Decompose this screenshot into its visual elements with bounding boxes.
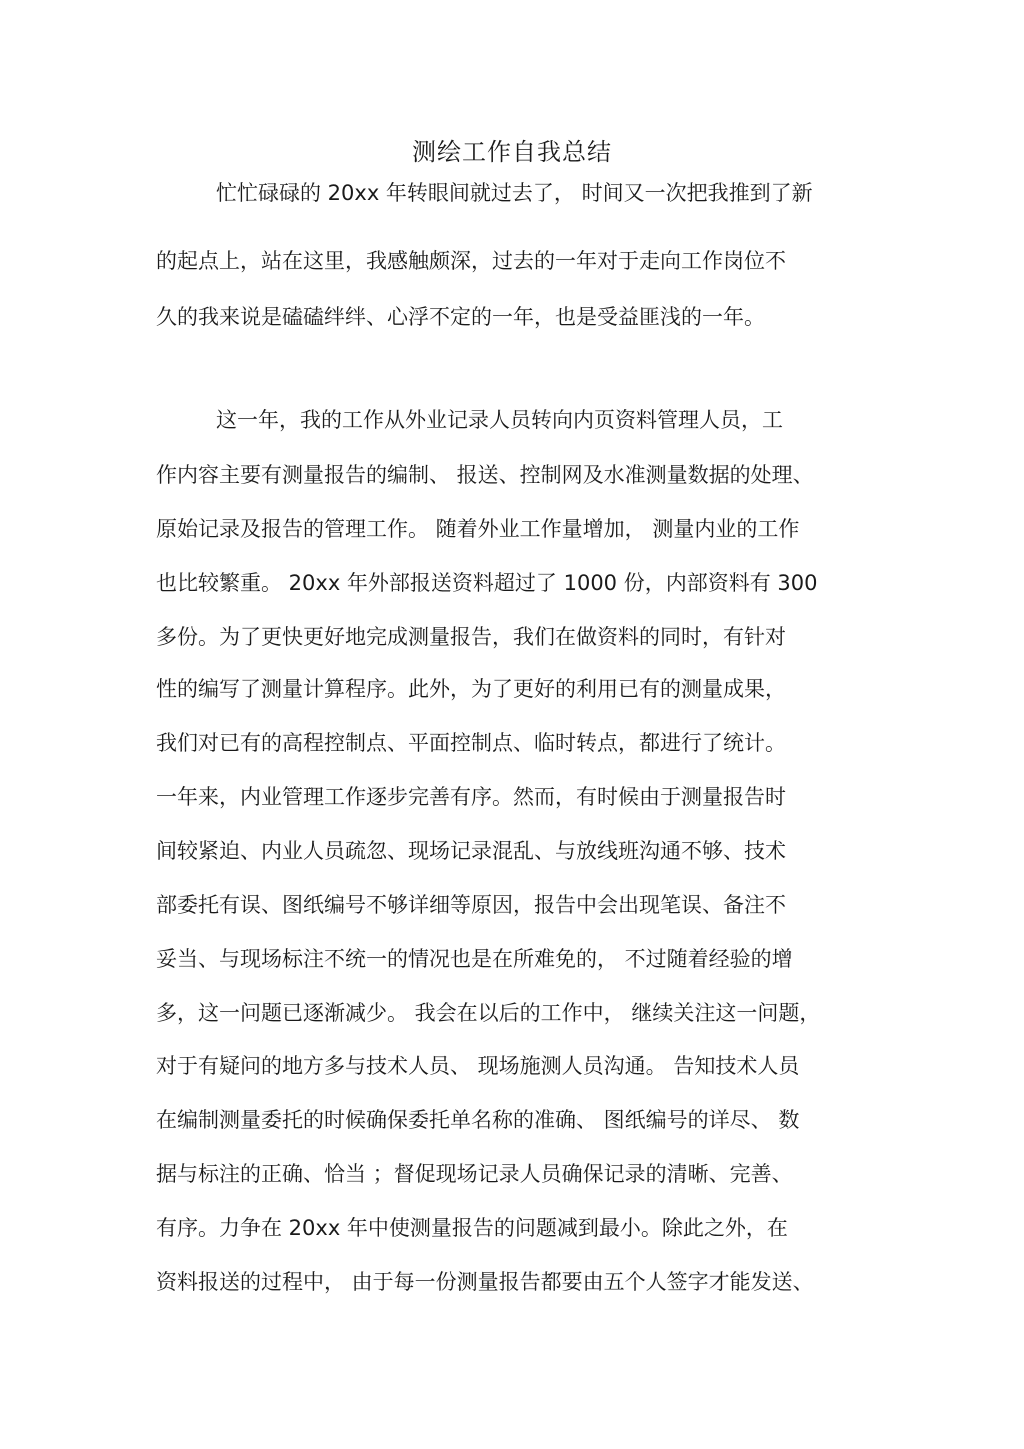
paragraph-2-line-3: 原始记录及报告的管理工作。 随着外业工作量增加， 测量内业的工作 bbox=[156, 517, 800, 541]
paragraph-2-line-6: 性的编写了测量计算程序。此外，为了更好的利用已有的测量成果， bbox=[156, 677, 786, 701]
paragraph-2-line-11: 妥当、与现场标注不统一的情况也是在所难免的， 不过随着经验的增 bbox=[156, 947, 793, 971]
paragraph-2-line-9: 间较紧迫、内业人员疏忽、现场记录混乱、与放线班沟通不够、技术 bbox=[156, 839, 786, 863]
paragraph-2-line-10: 部委托有误、图纸编号不够详细等原因，报告中会出现笔误、备注不 bbox=[156, 893, 786, 917]
paragraph-2-line-13: 对于有疑问的地方多与技术人员、 现场施测人员沟通。 告知技术人员 bbox=[156, 1054, 800, 1078]
document-title: 测绘工作自我总结 bbox=[412, 138, 612, 166]
paragraph-2-line-4: 也比较繁重。 20xx 年外部报送资料超过了 1000 份，内部资料有 300 bbox=[156, 571, 818, 595]
paragraph-1-line-3: 久的我来说是磕磕绊绊、心浮不定的一年，也是受益匪浅的一年。 bbox=[156, 305, 765, 329]
paragraph-2-line-1: 这一年，我的工作从外业记录人员转向内页资料管理人员，工 bbox=[216, 408, 783, 432]
paragraph-2-line-12: 多，这一问题已逐渐减少。 我会在以后的工作中， 继续关注这一问题， bbox=[156, 1001, 821, 1025]
paragraph-1-line-2: 的起点上，站在这里，我感触颇深，过去的一年对于走向工作岗位不 bbox=[156, 249, 786, 273]
paragraph-2-line-17: 资料报送的过程中， 由于每一份测量报告都要由五个人签字才能发送、 bbox=[156, 1270, 814, 1294]
paragraph-2-line-14: 在编制测量委托的时候确保委托单名称的准确、 图纸编号的详尽、 数 bbox=[156, 1108, 800, 1132]
paragraph-2-line-16: 有序。力争在 20xx 年中使测量报告的问题减到最小。除此之外，在 bbox=[156, 1216, 788, 1240]
paragraph-2-line-2: 作内容主要有测量报告的编制、 报送、控制网及水准测量数据的处理、 bbox=[156, 463, 814, 487]
paragraph-1-line-1: 忙忙碌碌的 20xx 年转眼间就过去了， 时间又一次把我推到了新 bbox=[216, 181, 813, 205]
paragraph-2-line-5: 多份。为了更快更好地完成测量报告，我们在做资料的同时，有针对 bbox=[156, 625, 786, 649]
paragraph-2-line-7: 我们对已有的高程控制点、平面控制点、临时转点，都进行了统计。 bbox=[156, 731, 786, 755]
paragraph-2-line-8: 一年来，内业管理工作逐步完善有序。然而，有时候由于测量报告时 bbox=[156, 785, 786, 809]
paragraph-2-line-15: 据与标注的正确、恰当 ；督促现场记录人员确保记录的清晰、完善、 bbox=[156, 1162, 793, 1186]
